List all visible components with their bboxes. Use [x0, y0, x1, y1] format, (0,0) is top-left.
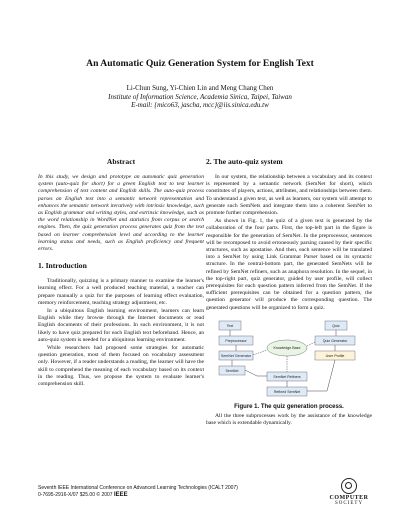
- diagram-label-semnet-generator: SemNet Generator: [220, 353, 252, 358]
- diagram-label-semnet: SemNet: [225, 368, 239, 373]
- diagram-link: [253, 350, 267, 355]
- right-column: [206, 157, 372, 428]
- computer-society-emblem-icon: [341, 478, 357, 494]
- diagram-label-quiz: Quiz: [332, 323, 340, 328]
- diagram-label-quiz-generator: Quiz Generator: [322, 338, 348, 343]
- intro-paragraph-1: Traditionally, quizzing is a primary manner to examine the learner's learning effect. For a well produced teaching material, a teacher can prepare manually a quiz for the purposes of learning effect evaluation, memory reinforcement, teaching strategy adjustment, etc.: [38, 278, 204, 306]
- diagram-arrow: [245, 370, 267, 376]
- diagram-label-knowledge-base: Knowledge Base: [273, 345, 301, 350]
- footer-isbn: 0-7695-2916-X/07 $25.00 © 2007: [38, 491, 113, 498]
- affiliation: Institute of Information Science, Academia Sinica, Taipei, Taiwan: [108, 92, 292, 101]
- introduction-heading: 1. Introduction: [38, 261, 87, 271]
- conference-footer: [38, 485, 238, 498]
- quiz-generation-diagram: [215, 318, 363, 400]
- autoquiz-heading: 2. The auto-quiz system: [206, 157, 283, 166]
- ieee-mark: IEEE: [113, 491, 128, 498]
- diagram-label-preprocessor: Preprocessor: [225, 338, 247, 343]
- diagram-link: [307, 342, 315, 346]
- autoquiz-paragraph-1: In our system, the relationship between a vocabulary and its context is represented by a semantic network (SemNet for short), which constitutes of players, actions, attributes, and relationships between them. To understand a given text, as well as learners, our system will attempt to generate such SemNets and integrate them into a coherent SemNet to promote further comprehension.: [206, 174, 372, 217]
- diagram-label-text: Text: [226, 323, 234, 328]
- footer-line-1: Seventh IEEE International Conference on Advanced Learning Technologies (ICALT 2007): [38, 485, 238, 491]
- autoquiz-paragraph-3: All the three subprocesses work by the assistance of the knowledge base which is extendable dynamically.: [206, 412, 372, 427]
- autoquiz-paragraph-2: As shown in Fig. 1, the quiz of a given text is generated by the collaboration of the four parts. First, the top-left part in the figure is responsible for the generation of SemNet. In the preprocessor, sentences will be recomposed to avoid erroneously parsing caused by their specific structures, such as apostatise. And then, each sentence will be translated into a SemNet by using Link Grammar Parser based on its syntactic structure. In the central-bottom part, the generated SemNets will be refined by SemNet refiners, such as anaphora resolution. In the sequel, in the top-right part, quiz generator, guided by user profile, will collect prerequisites for each question pattern inferred from the SemNet. If the sufficient prerequisites can be obtained for a question pattern, the question generator will produce the corresponding question. The generated questions will be organized to form a quiz.: [206, 218, 372, 311]
- abstract-heading: Abstract: [106, 157, 136, 166]
- diagram-label-refined-semnet: Refined SemNet: [273, 389, 301, 394]
- diagram-label-user-profile: User Profile: [325, 353, 345, 358]
- author-block: [0, 84, 400, 110]
- logo-line-2: SOCIETY: [334, 501, 364, 506]
- email: E-mail: {mico63, jascha, mcc}@iis.sinica.edu.tw: [131, 101, 269, 110]
- intro-paragraph-2: In a ubiquitous English learning environment, learners can learn English while they browse through the Internet documents or read English documents of their professions. In such environment, it is not likely to have quiz prepared for each English text beforehand. Hence, an auto-quiz system is needed for a ubiquitous learning environment.: [38, 308, 204, 343]
- diagram-label-semnet-refiners: SemNet Refiners: [273, 374, 301, 379]
- left-column: [38, 157, 204, 389]
- abstract-text: In this study, we design and prototype an automatic quiz generation system (auto-quiz for short) for a green English text to test learner comprehension of text content and English skills. The auto-quiz process parses an English text into a semantic network representation and enhances the semantic network iteratively with intrinsic knowledge, such as English grammar and writing styles, and extrinsic knowledge, such as the word relationship in WordNet and statistics from corpus or search engines. Then, the quiz generation process generates quiz from the text based on learner comprehension level and according to the learner learning status and needs, such as English proficiency and frequent errors.: [38, 174, 204, 253]
- diagram-arrow: [307, 360, 335, 391]
- computer-society-logo: [328, 478, 370, 506]
- paper-title: An Automatic Quiz Generation System for English Text: [86, 58, 314, 69]
- logo-line-1: COMPUTER: [329, 495, 369, 501]
- intro-paragraph-3: While researchers had proposed some strategies for automatic question generation, most of them focused on vocabulary assessment only. However, if a reader understands a reading, the learner will have the skill to comprehend the meaning of each vocabulary based on its context in the reading. Thus, we propose the system to evaluate learner's comprehension skill.: [38, 345, 204, 388]
- figure-caption: Figure 1. The quiz generation process.: [234, 403, 344, 410]
- authors: Li-Chun Sung, Yi-Chien Lin and Meng Chang Chen: [126, 84, 274, 92]
- footer-line-2: [38, 492, 238, 499]
